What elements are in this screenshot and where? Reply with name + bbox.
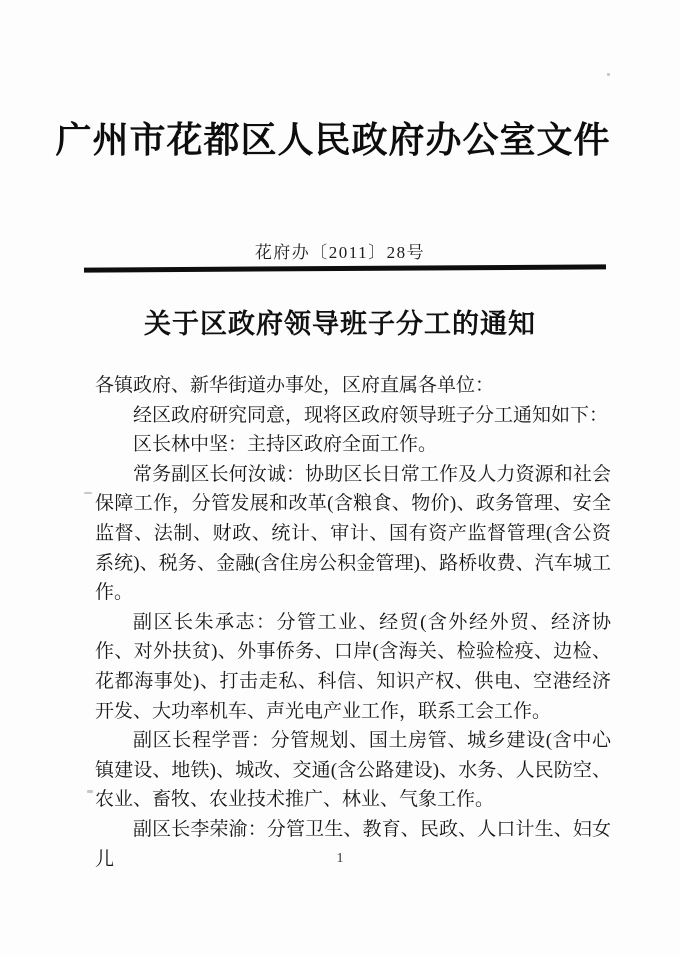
body-paragraph-deputy-li: 副区长李荣渝：分管卫生、教育、民政、人口计生、妇女儿 <box>95 818 611 870</box>
page-number: 1 <box>336 851 344 866</box>
document-body <box>95 371 611 874</box>
header-divider-rule <box>84 264 606 272</box>
scan-artifact <box>84 492 92 494</box>
document-reference-number: 花府办〔2011〕28号 <box>254 243 426 262</box>
body-paragraph-deputy-cheng: 副区长程学晋：分管规划、国土房管、城乡建设(含中心镇建设、地铁)、城改、交通(含公路建设)、水务、人民防空、农业、畜牧、农业技术推广、林业、气象工作。 <box>95 730 611 811</box>
body-paragraph-executive-deputy: 常务副区长何汝诚：协助区长日常工作及人力资源和社会保障工作，分管发展和改革(含粮食、物价)、政务管理、安全监督、法制、财政、统计、审计、国有资产监督管理(含公资系统)、税务、金融(含住房公积金管理)、路桥收费、汽车城工作。 <box>95 463 611 604</box>
body-paragraph-intro: 经区政府研究同意，现将区政府领导班子分工通知如下： <box>133 404 609 426</box>
document-subject-title: 关于区政府领导班子分工的通知 <box>144 309 536 339</box>
body-paragraph-mayor: 区长林中坚：主持区政府全面工作。 <box>133 434 438 456</box>
document-issuer-title: 广州市花都区人民政府办公室文件 <box>55 120 611 160</box>
scan-artifact <box>87 790 93 793</box>
salutation-line: 各镇政府、新华街道办事处，区府直属各单位： <box>95 375 495 396</box>
body-paragraph-deputy-zhu: 副区长朱承志：分管工业、经贸(含外经外贸、经济协作、对外扶贫)、外事侨务、口岸(含海关、检验检疫、边检、花都海事处)、打击走私、科信、知识产权、供电、空港经济开发、大功率机车、声光电产业工作，联系工会工作。 <box>95 611 611 722</box>
scan-artifact <box>607 73 610 76</box>
